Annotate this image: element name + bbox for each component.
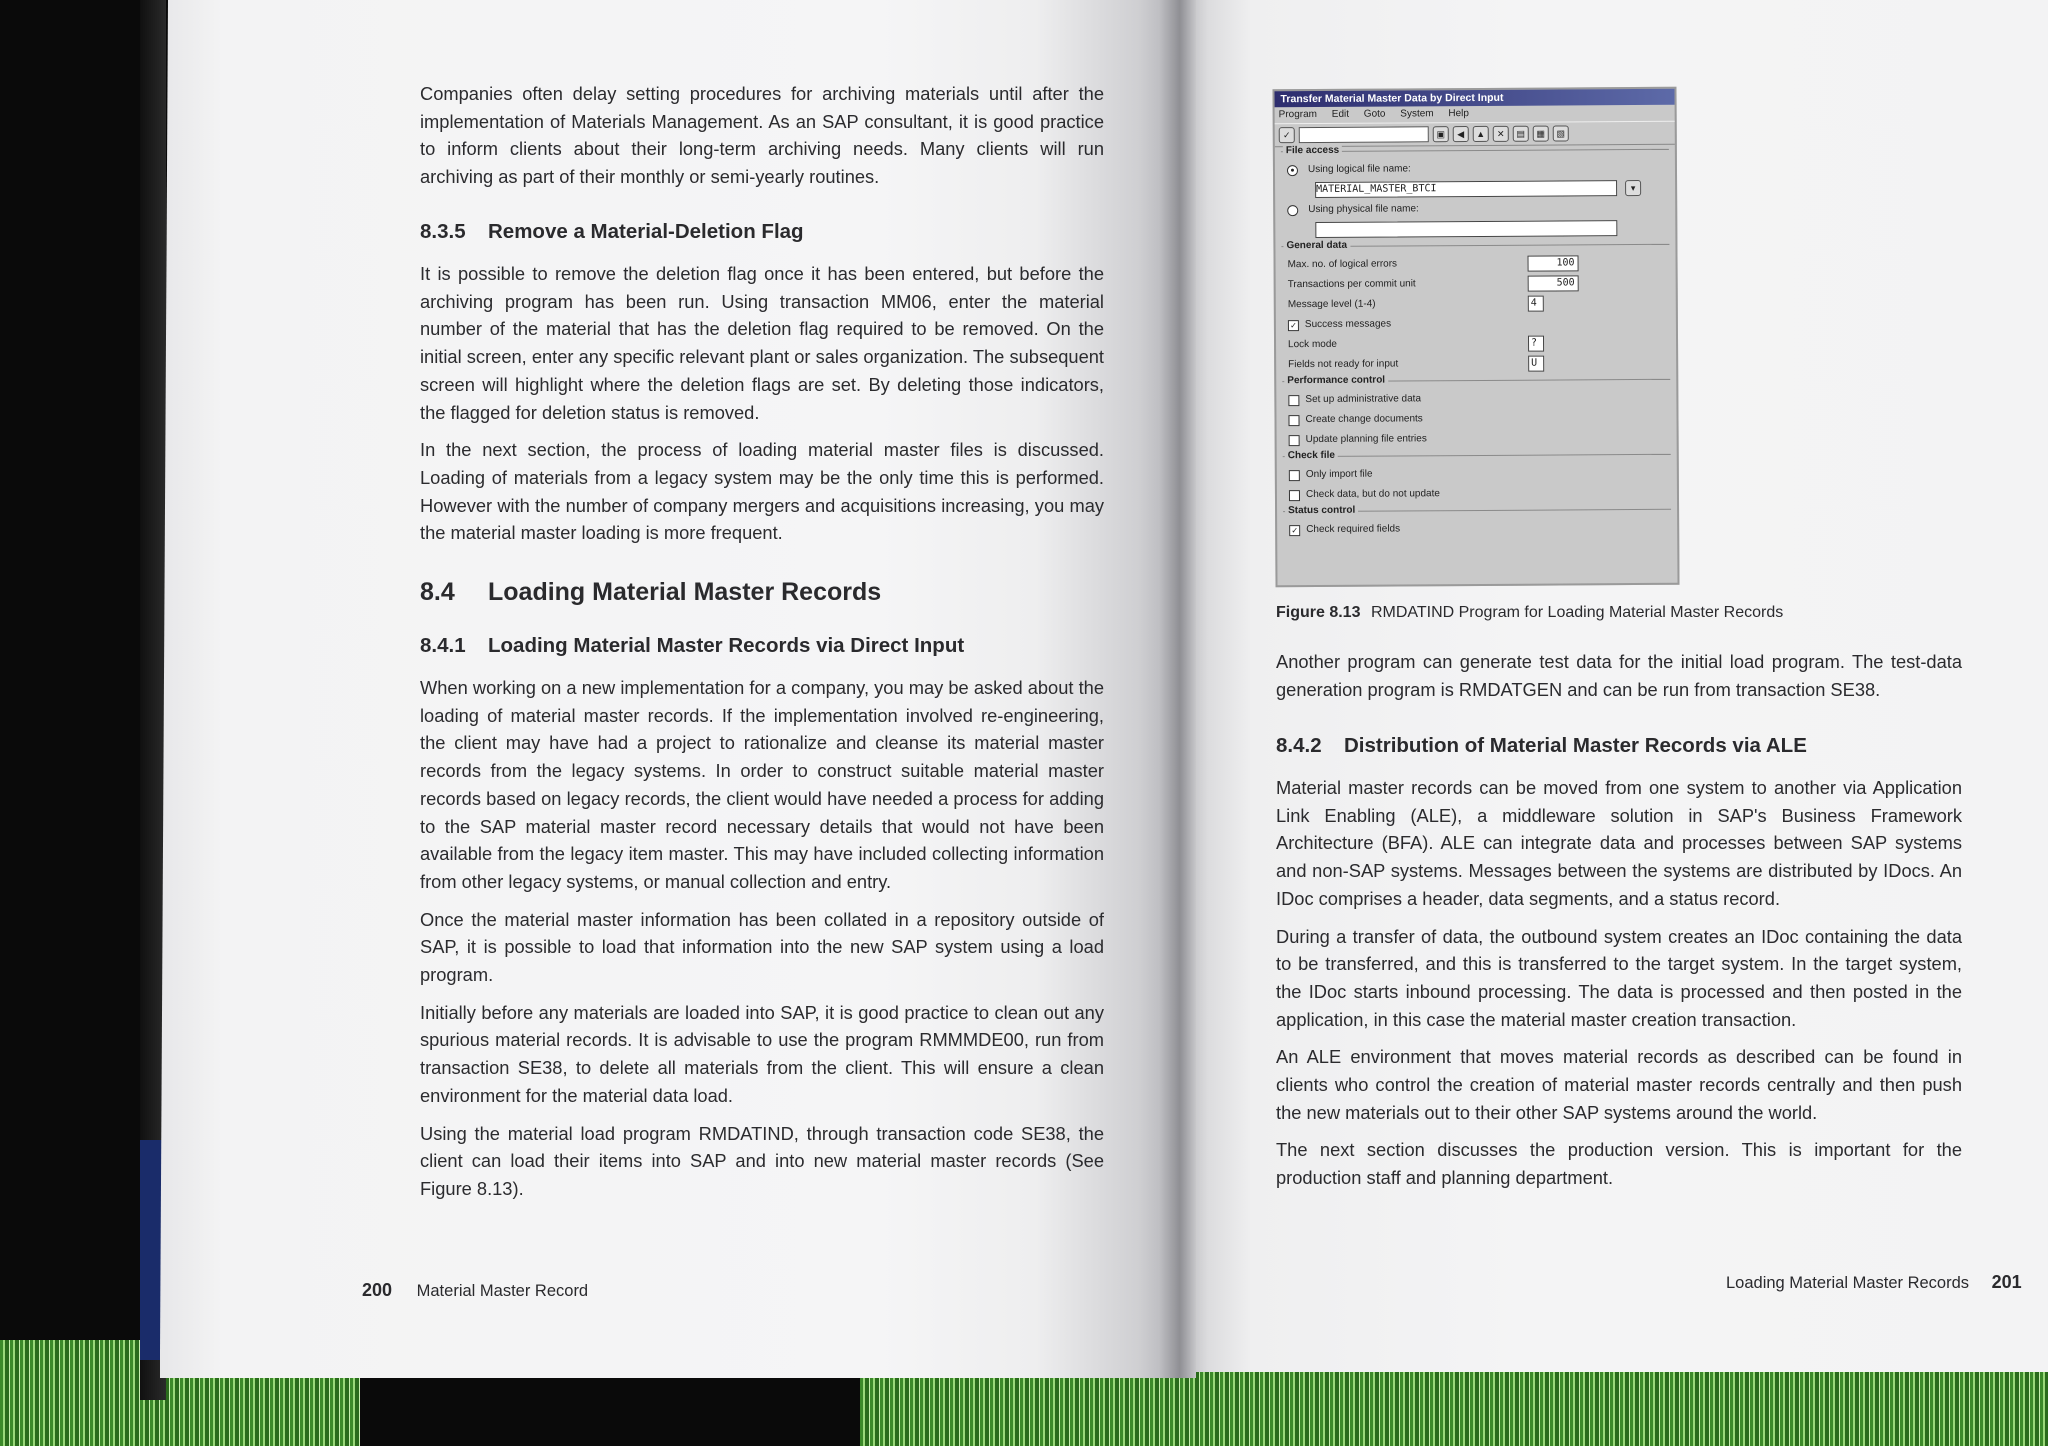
find-icon[interactable]: ▦ [1533, 126, 1549, 142]
checkbox-checked-icon[interactable]: ✓ [1289, 525, 1300, 536]
figure-label: Figure 8.13 [1276, 604, 1361, 621]
physical-file-input[interactable] [1315, 220, 1617, 238]
running-footer: Loading Material Master Records [1726, 1274, 1970, 1292]
exit-icon[interactable]: ▲ [1473, 126, 1489, 142]
chapter-heading-8-4: 8.4 Loading Material Master Records [420, 578, 882, 606]
menu-edit[interactable]: Edit [1331, 108, 1350, 120]
paragraph: Companies often delay setting procedures for archiving materials until after the implementation of Materials Management. As an SAP consultant, it is good practice to inform clients about their long-term archiving needs. Many clients will run archiving as part of their monthly or semi-yearly routines. [420, 83, 1104, 188]
paragraph: Using the material load program RMDATIND, through transaction code SE38, the client can load their items into SAP and into new material master records (See Figure 8.13). [420, 1122, 1104, 1199]
menu-system[interactable]: System [1400, 108, 1434, 120]
sap-window-figure [1272, 87, 1679, 587]
paragraph: The next section discusses the production version. This is important for the production staff and planning department. [1276, 1139, 1962, 1189]
physical-file-option[interactable]: Using physical file name: [1287, 198, 1665, 220]
group-title: Performance control [1284, 375, 1388, 387]
fields-not-ready-input[interactable]: U [1528, 356, 1544, 372]
paragraph: An ALE environment that moves material records as described can be found in clients who control the creation of material master records centrally and then push the new materials out to their other SAP systems around the world. [1276, 1046, 1962, 1123]
check-data-checkbox[interactable]: Check data, but do not update [1289, 483, 1667, 505]
logical-file-option[interactable]: ● Using logical file name: [1287, 158, 1665, 180]
left-text-block-1 [420, 80, 1104, 201]
field-label: Lock mode [1288, 338, 1337, 351]
menu-goto[interactable]: Goto [1363, 108, 1386, 120]
group-title: Status control [1285, 505, 1358, 516]
running-footer: Material Master Record [416, 1282, 589, 1300]
find-next-icon[interactable]: ▧ [1553, 125, 1569, 141]
lock-mode-input[interactable]: ? [1528, 336, 1544, 352]
paragraph: During a transfer of data, the outbound system creates an IDoc containing the data to be transferred, and this is transferred to the target system. In the target system, the IDoc starts inbound processing. The data is processed and then posted in the application, in this case the material master creation transaction. [1276, 925, 1962, 1030]
paragraph: Initially before any materials are loaded into SAP, it is good practice to clean out any spurious material records. It is advisable to use the program RMMMDE00, run from transaction SE38, to delete all materials from the client. This will ensure a clean environment for the material data load. [420, 1001, 1104, 1106]
group-performance-control [1282, 374, 1670, 452]
commit-unit-input[interactable]: 500 [1528, 275, 1579, 291]
section-heading-8-4-1: 8.4.1 Loading Material Master Records via Direct Input [420, 634, 965, 657]
menu-program[interactable]: Program [1278, 108, 1318, 121]
page-number: 201 [1991, 1272, 2022, 1292]
paragraph: It is possible to remove the deletion flag once it has been entered, but before the archiving program has been run. Using transaction MM06, enter the material number of the material that has the deletion flag required to be removed. On the initial screen, enter any specific relevant plant or sales organization. The subsequent screen will highlight where the deletion flags are set. By deleting those indicators, the flagged for deletion status is removed. [420, 263, 1104, 423]
left-text-block-3 [420, 674, 1104, 1213]
logical-file-input[interactable]: MATERIAL_MASTER_BTCI [1315, 180, 1617, 198]
back-icon[interactable]: ◀ [1453, 126, 1469, 142]
group-file-access [1281, 144, 1670, 242]
planning-file-checkbox[interactable]: Update planning file entries [1289, 428, 1667, 450]
paragraph: In the next section, the process of loading material master files is discussed. Loading of materials from a legacy system may be the only time this is performed. However with the number of company mergers and acquisitions increasing, you may the material master loading is more frequent. [420, 439, 1104, 544]
change-docs-checkbox[interactable]: Create change documents [1288, 408, 1666, 430]
right-footer [1726, 1272, 2022, 1293]
checkbox-icon[interactable] [1288, 395, 1299, 406]
field-label: Fields not ready for input [1288, 358, 1399, 371]
command-field[interactable] [1299, 126, 1429, 143]
enter-icon[interactable]: ✓ [1279, 127, 1295, 143]
field-label: Max. no. of logical errors [1287, 258, 1398, 271]
left-footer [362, 1280, 588, 1301]
book-gutter [1160, 0, 1196, 1378]
group-general-data [1281, 239, 1670, 377]
max-errors-input[interactable]: 100 [1528, 255, 1579, 271]
figure-caption-text: RMDATIND Program for Loading Material Master Records [1370, 604, 1784, 621]
checkbox-icon[interactable] [1289, 435, 1300, 446]
radio-selected-icon[interactable]: ● [1287, 165, 1298, 176]
radio-icon[interactable] [1287, 205, 1298, 216]
only-import-checkbox[interactable]: Only import file [1289, 463, 1667, 485]
group-status-control [1283, 504, 1671, 542]
group-title: General data [1283, 240, 1350, 251]
paragraph: Material master records can be moved from one system to another via Application Link Enabling (ALE), a middleware solution in SAP's Business Framework Architecture (BFA). ALE can integrate data and processes between SAP systems and non-SAP systems. Messages between the systems are distributed by IDocs. An IDoc comprises a header, data segments, and a status record. [1276, 777, 1962, 909]
figure-caption [1276, 604, 1783, 622]
paragraph: When working on a new implementation for a company, you may be asked about the loading of material master records. If the implementation involved re-engineering, the client may have had a project to rationalize and cleanse its material master records from the legacy systems. In order to construct suitable material master records based on legacy records, the client would have needed a process for adding to the SAP material master record necessary details that would not have been available from the legacy item master. This may have included collecting information from other legacy systems, or manual collection and entry. [420, 677, 1104, 892]
print-icon[interactable]: ▤ [1513, 126, 1529, 142]
save-icon[interactable]: ▣ [1433, 126, 1449, 142]
paragraph: Another program can generate test data for the initial load program. The test-data generation program is RMDATGEN and can be run from transaction SE38. [1276, 651, 1962, 700]
right-text-block-2 [1276, 774, 1962, 1202]
sap-title-bar: Transfer Material Master Data by Direct Input [1274, 89, 1674, 107]
field-label: Message level (1-4) [1287, 298, 1376, 311]
admin-data-checkbox[interactable]: Set up administrative data [1288, 388, 1666, 410]
checkbox-icon[interactable] [1288, 415, 1299, 426]
section-heading-8-4-2: 8.4.2 Distribution of Material Master Records via ALE [1276, 734, 1807, 757]
checkbox-icon[interactable] [1289, 490, 1300, 501]
group-title: Check file [1285, 450, 1338, 461]
group-title: File access [1283, 145, 1342, 156]
field-label: Transactions per commit unit [1287, 278, 1416, 291]
page-number: 200 [362, 1280, 393, 1300]
checkbox-icon[interactable] [1289, 470, 1300, 481]
sap-toolbar [1275, 121, 1675, 147]
left-text-block-2 [420, 260, 1104, 557]
required-fields-checkbox[interactable]: ✓ Check required fields [1289, 518, 1667, 540]
paragraph: Once the material master information has been collated in a repository outside of SAP, it is possible to load that information into the new SAP system using a load program. [420, 908, 1104, 986]
message-level-input[interactable]: 4 [1528, 296, 1544, 312]
right-text-block-1 [1276, 648, 1962, 713]
success-messages-checkbox[interactable]: ✓ Success messages [1288, 313, 1666, 335]
cancel-icon[interactable]: ✕ [1493, 126, 1509, 142]
menu-help[interactable]: Help [1448, 108, 1469, 120]
section-heading-8-3-5: 8.3.5 Remove a Material-Deletion Flag [420, 220, 804, 243]
dropdown-arrow-icon[interactable]: ▾ [1625, 180, 1641, 196]
group-check-file [1283, 449, 1671, 507]
checkbox-checked-icon[interactable]: ✓ [1288, 320, 1299, 331]
